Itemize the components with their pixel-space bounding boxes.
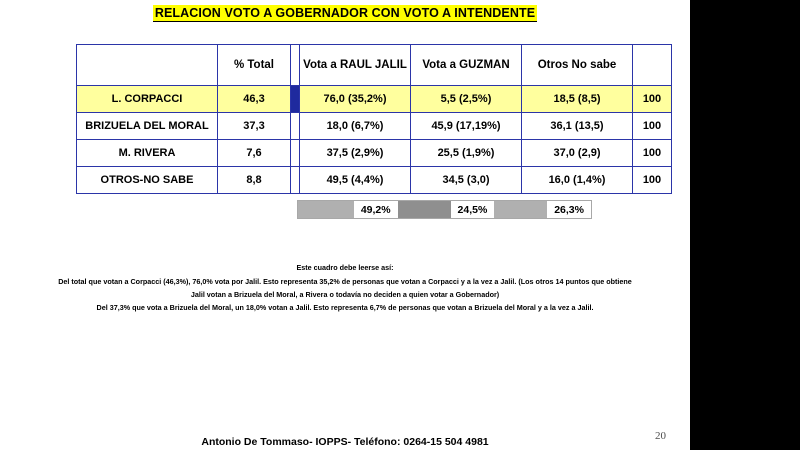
header-cell-name (77, 45, 218, 86)
note-line-3: Del 37,3% que vota a Brizuela del Moral, un 18,0% votan a Jalil. Esto representa 6,7% de personas que votan a Brizuela del Moral y a la vez a Jalil. (96, 303, 594, 313)
header-cell-sum (633, 45, 672, 86)
header-cell-jalil: Vota a RAUL JALIL (300, 45, 411, 86)
row-value-guzman: 25,5 (1,9%) (411, 140, 522, 167)
row-sum: 100 (633, 86, 672, 113)
bar-segment-jalil (298, 201, 398, 218)
row-value-otros: 16,0 (1,4%) (522, 167, 633, 194)
header-cell-otros: Otros No sabe (522, 45, 633, 86)
row-total: 37,3 (218, 113, 291, 140)
cross-tab-table (76, 44, 672, 194)
table-row (77, 86, 672, 113)
row-sum: 100 (633, 167, 672, 194)
column-divider (291, 113, 300, 140)
cross-tab-container (76, 44, 672, 194)
row-value-otros: 36,1 (13,5) (522, 113, 633, 140)
note-line-2: Jalil votan a Brizuela del Moral, a Rivera o todavía no deciden a quien votar a Gobernador) (190, 290, 500, 300)
table-row (77, 113, 672, 140)
note-line-heading: Este cuadro debe leerse así: (296, 263, 394, 272)
right-black-band (690, 0, 800, 450)
footer-container (0, 432, 690, 450)
row-value-guzman: 5,5 (2,5%) (411, 86, 522, 113)
table-row (77, 167, 672, 194)
row-value-jalil: 49,5 (4,4%) (300, 167, 411, 194)
footer-credit: Antonio De Tommaso- IOPPS- Teléfono: 0264-15 504 4981 (201, 436, 489, 448)
bar-segment-label: 24,5% (451, 201, 495, 218)
row-label: M. RIVERA (77, 140, 218, 167)
column-divider (291, 45, 300, 86)
page-number: 20 (655, 430, 666, 442)
table-row (77, 140, 672, 167)
row-total: 46,3 (218, 86, 291, 113)
title-container (0, 4, 690, 22)
row-total: 7,6 (218, 140, 291, 167)
page-title: RELACION VOTO A GOBERNADOR CON VOTO A INTENDENTE (154, 6, 536, 20)
row-sum: 100 (633, 140, 672, 167)
column-divider (291, 86, 300, 113)
note-line-1: Del total que votan a Corpacci (46,3%), 76,0% vota por Jalil. Esto representa 35,2% de personas que votan a Corpacci y a la vez a Jalil. (Los otros 14 puntos que obtiene (58, 277, 632, 286)
bar-segment-label: 49,2% (354, 201, 398, 218)
row-value-guzman: 45,9 (17,19%) (411, 113, 522, 140)
explanatory-note (0, 261, 690, 315)
row-value-jalil: 18,0 (6,7%) (300, 113, 411, 140)
row-value-otros: 18,5 (8,5) (522, 86, 633, 113)
row-value-jalil: 37,5 (2,9%) (300, 140, 411, 167)
bar-segment-guzman (398, 201, 495, 218)
row-sum: 100 (633, 113, 672, 140)
row-value-jalil: 76,0 (35,2%) (300, 86, 411, 113)
row-total: 8,8 (218, 167, 291, 194)
row-value-guzman: 34,5 (3,0) (411, 167, 522, 194)
bar-segment-label: 26,3% (547, 201, 591, 218)
table-header-row (77, 45, 672, 86)
row-label: L. CORPACCI (77, 86, 218, 113)
column-totals-bar (297, 200, 592, 219)
row-value-otros: 37,0 (2,9) (522, 140, 633, 167)
row-label: BRIZUELA DEL MORAL (77, 113, 218, 140)
row-label: OTROS-NO SABE (77, 167, 218, 194)
header-cell-guzman: Vota a GUZMAN (411, 45, 522, 86)
bar-segment-otros (494, 201, 591, 218)
column-divider (291, 140, 300, 167)
header-cell-total: % Total (218, 45, 291, 86)
column-divider (291, 167, 300, 194)
